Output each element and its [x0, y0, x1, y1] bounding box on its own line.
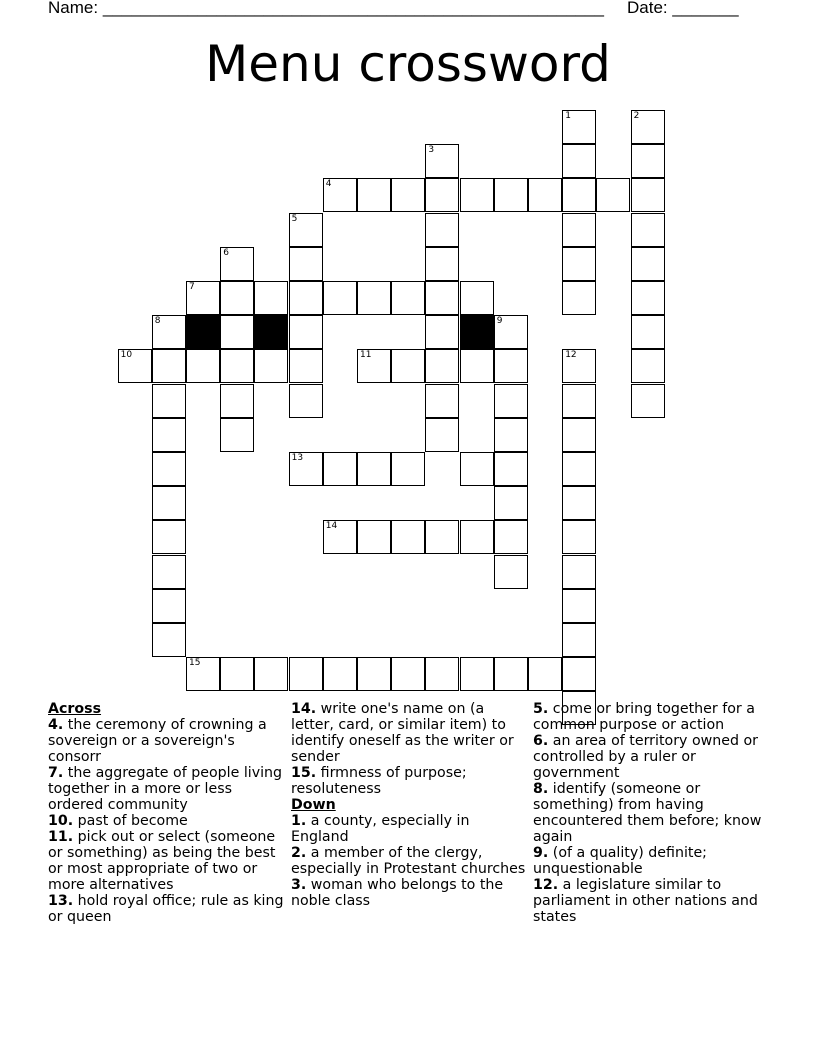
- crossword-cell[interactable]: [220, 281, 254, 315]
- clue-number-label: 11.: [48, 829, 74, 845]
- crossword-cell[interactable]: [562, 520, 596, 554]
- black-square: [460, 315, 494, 349]
- crossword-cell[interactable]: [254, 349, 288, 383]
- clue-number-label: 6.: [533, 733, 549, 749]
- crossword-cell[interactable]: [425, 349, 459, 383]
- crossword-cell[interactable]: [494, 555, 528, 589]
- clue-number: 5: [291, 213, 298, 224]
- clue-number-label: 1.: [291, 813, 307, 829]
- page-title: Menu crossword: [205, 35, 611, 93]
- crossword-cell[interactable]: [220, 384, 254, 418]
- crossword-cell[interactable]: [152, 384, 186, 418]
- crossword-cell[interactable]: [494, 349, 528, 383]
- clue-down: [533, 701, 771, 733]
- crossword-cell[interactable]: [323, 178, 357, 212]
- clue-down: [533, 733, 771, 781]
- crossword-cell[interactable]: [494, 384, 528, 418]
- crossword-cell[interactable]: [289, 349, 323, 383]
- clue-down: [291, 845, 529, 877]
- crossword-cell[interactable]: [494, 486, 528, 520]
- crossword-cell[interactable]: [220, 418, 254, 452]
- crossword-cell[interactable]: [562, 589, 596, 623]
- crossword-cell[interactable]: [460, 349, 494, 383]
- crossword-cell[interactable]: [357, 657, 391, 691]
- clue-across: [48, 765, 286, 813]
- clue-number-label: 14.: [291, 701, 317, 717]
- crossword-cell[interactable]: [289, 213, 323, 247]
- crossword-cell[interactable]: [152, 589, 186, 623]
- crossword-cell[interactable]: [289, 452, 323, 486]
- crossword-cell[interactable]: [391, 178, 425, 212]
- across-heading: Across: [48, 701, 102, 717]
- clue-number: 7: [189, 282, 195, 292]
- crossword-cell[interactable]: [425, 281, 459, 315]
- crossword-cell[interactable]: [152, 418, 186, 452]
- clue-text: identify (someone or something) from having encountered them before; know again: [533, 781, 762, 845]
- crossword-cell[interactable]: [425, 520, 459, 554]
- crossword-cell[interactable]: [562, 555, 596, 589]
- clue-number: 6: [223, 247, 229, 258]
- crossword-cell[interactable]: [220, 247, 254, 281]
- clue-number: 14: [325, 521, 338, 532]
- clue-text: the aggregate of people living together in a more or less ordered community: [48, 765, 283, 813]
- name-label: Name:: [48, 0, 99, 17]
- date-label: Date:: [627, 0, 668, 17]
- crossword-cell[interactable]: [118, 349, 152, 383]
- crossword-cell[interactable]: [460, 520, 494, 554]
- clue-number-label: 13.: [48, 893, 74, 909]
- clue-number-label: 2.: [291, 845, 307, 861]
- clue-down: [533, 877, 771, 925]
- crossword-cell[interactable]: [631, 144, 665, 178]
- date-line[interactable]: _______: [672, 0, 739, 17]
- clue-text: write one's name on (a letter, card, or similar item) to identify oneself as the writer or sender: [291, 701, 514, 765]
- crossword-cell[interactable]: [289, 281, 323, 315]
- clue-across: [48, 813, 286, 829]
- crossword-cell[interactable]: [631, 384, 665, 418]
- clues-column-1: [48, 701, 286, 925]
- clue-number: 12: [565, 350, 577, 361]
- down-heading: Down: [291, 797, 336, 813]
- crossword-cell[interactable]: [494, 657, 528, 691]
- clues-column-3: [533, 701, 771, 925]
- clue-number: 1: [565, 111, 571, 121]
- crossword-cell[interactable]: [562, 110, 596, 144]
- clue-text: a county, especially in England: [291, 813, 470, 845]
- crossword-cell[interactable]: [152, 315, 186, 349]
- crossword-cell[interactable]: [152, 520, 186, 554]
- crossword-cell[interactable]: [562, 144, 596, 178]
- crossword-cell[interactable]: [562, 349, 596, 383]
- crossword-cell[interactable]: [186, 349, 220, 383]
- clue-text: (of a quality) definite; unquestionable: [533, 845, 707, 877]
- crossword-cell[interactable]: [220, 349, 254, 383]
- clue-number-label: 10.: [48, 813, 74, 829]
- crossword-cell[interactable]: [323, 657, 357, 691]
- crossword-cell[interactable]: [562, 452, 596, 486]
- clue-number-label: 8.: [533, 781, 549, 797]
- crossword-cell[interactable]: [391, 520, 425, 554]
- crossword-cell[interactable]: [631, 349, 665, 383]
- crossword-cell[interactable]: [562, 486, 596, 520]
- crossword-cell[interactable]: [460, 657, 494, 691]
- clue-number: 10: [120, 350, 133, 361]
- clues-column-2: [291, 701, 529, 909]
- crossword-cell[interactable]: [562, 247, 596, 281]
- crossword-cell[interactable]: [425, 144, 459, 178]
- crossword-cell[interactable]: [631, 213, 665, 247]
- crossword-cell[interactable]: [152, 486, 186, 520]
- crossword-cell[interactable]: [425, 657, 459, 691]
- crossword-cell[interactable]: [631, 281, 665, 315]
- crossword-cell[interactable]: [391, 657, 425, 691]
- clue-down: [291, 877, 529, 909]
- clue-text: hold royal office; rule as king or queen: [48, 893, 284, 925]
- clue-across: [48, 829, 286, 893]
- clue-number: 9: [496, 316, 503, 327]
- clue-number-label: 4.: [48, 717, 64, 733]
- clue-text: firmness of purpose; resoluteness: [291, 765, 467, 797]
- crossword-cell[interactable]: [528, 657, 562, 691]
- crossword-cell[interactable]: [425, 247, 459, 281]
- crossword-cell[interactable]: [357, 520, 391, 554]
- clue-text: a member of the clergy, especially in Protestant churches: [291, 845, 526, 877]
- crossword-cell[interactable]: [596, 178, 630, 212]
- crossword-cell[interactable]: [391, 452, 425, 486]
- crossword-cell[interactable]: [289, 657, 323, 691]
- crossword-cell[interactable]: [562, 281, 596, 315]
- name-line[interactable]: _____________________________________________________: [102, 0, 604, 17]
- crossword-cell[interactable]: [460, 452, 494, 486]
- crossword-cell[interactable]: [391, 281, 425, 315]
- clue-number-label: 3.: [291, 877, 307, 893]
- crossword-cell[interactable]: [631, 247, 665, 281]
- clue-text: come or bring together for a common purpose or action: [533, 701, 755, 733]
- clue-number-label: 15.: [291, 765, 317, 781]
- clue-number: 2: [633, 111, 640, 121]
- clue-text: past of become: [77, 813, 188, 829]
- crossword-cell[interactable]: [425, 384, 459, 418]
- clue-number: 4: [325, 179, 332, 190]
- crossword-cell[interactable]: [152, 623, 186, 657]
- clue-across: [291, 701, 529, 765]
- clue-number: 8: [154, 316, 161, 327]
- crossword-cell[interactable]: [323, 281, 357, 315]
- clue-number-label: 9.: [533, 845, 549, 861]
- crossword-cell[interactable]: [425, 418, 459, 452]
- crossword-cell[interactable]: [186, 281, 220, 315]
- crossword-cell[interactable]: [186, 657, 220, 691]
- clue-down: [533, 781, 771, 845]
- crossword-cell[interactable]: [357, 178, 391, 212]
- clue-across: [48, 717, 286, 765]
- crossword-cell[interactable]: [152, 349, 186, 383]
- crossword-cell[interactable]: [323, 452, 357, 486]
- crossword-cell[interactable]: [391, 349, 425, 383]
- clue-text: woman who belongs to the noble class: [291, 877, 504, 909]
- crossword-cell[interactable]: [562, 384, 596, 418]
- clue-number: 15: [189, 658, 201, 669]
- crossword-cell[interactable]: [562, 213, 596, 247]
- crossword-cell[interactable]: [425, 213, 459, 247]
- clue-number-label: 12.: [533, 877, 559, 893]
- crossword-cell[interactable]: [289, 247, 323, 281]
- crossword-cell[interactable]: [460, 281, 494, 315]
- crossword-cell[interactable]: [357, 452, 391, 486]
- crossword-cell[interactable]: [152, 555, 186, 589]
- clue-text: an area of territory owned or controlled by a ruler or government: [533, 733, 758, 781]
- crossword-cell[interactable]: [562, 657, 596, 691]
- crossword-cell[interactable]: [562, 623, 596, 657]
- clue-down: [533, 845, 771, 877]
- black-square: [186, 315, 220, 349]
- crossword-cell[interactable]: [631, 178, 665, 212]
- clue-down: [291, 813, 529, 845]
- crossword-cell[interactable]: [220, 657, 254, 691]
- crossword-cell[interactable]: [562, 418, 596, 452]
- clue-text: pick out or select (someone or something) as being the best or most appropriate of two or more alternatives: [48, 829, 276, 893]
- crossword-cell[interactable]: [494, 418, 528, 452]
- crossword-cell[interactable]: [631, 110, 665, 144]
- crossword-cell[interactable]: [357, 349, 391, 383]
- crossword-cell[interactable]: [494, 178, 528, 212]
- clue-across: [48, 893, 286, 925]
- clue-number: 11: [360, 350, 372, 361]
- crossword-cell[interactable]: [425, 178, 459, 212]
- clue-text: a legislature similar to parliament in other nations and states: [533, 877, 758, 925]
- clue-text: the ceremony of crowning a sovereign or a sovereign's consorr: [48, 717, 267, 765]
- crossword-cell[interactable]: [528, 178, 562, 212]
- crossword-cell[interactable]: [357, 281, 391, 315]
- clue-across: [291, 765, 529, 797]
- crossword-cell[interactable]: [631, 315, 665, 349]
- crossword-cell[interactable]: [494, 315, 528, 349]
- crossword-cell[interactable]: [494, 452, 528, 486]
- clue-number-label: 7.: [48, 765, 64, 781]
- clue-number: 3: [428, 145, 435, 156]
- crossword-cell[interactable]: [254, 281, 288, 315]
- crossword-cell[interactable]: [562, 178, 596, 212]
- crossword-cell[interactable]: [460, 178, 494, 212]
- black-square: [254, 315, 288, 349]
- crossword-cell[interactable]: [152, 452, 186, 486]
- crossword-cell[interactable]: [323, 520, 357, 554]
- crossword-cell[interactable]: [289, 315, 323, 349]
- crossword-cell[interactable]: [220, 315, 254, 349]
- crossword-cell[interactable]: [254, 657, 288, 691]
- crossword-cell[interactable]: [425, 315, 459, 349]
- clue-number-label: 5.: [533, 701, 549, 717]
- crossword-cell[interactable]: [289, 384, 323, 418]
- crossword-cell[interactable]: [494, 520, 528, 554]
- clue-number: 13: [291, 453, 304, 463]
